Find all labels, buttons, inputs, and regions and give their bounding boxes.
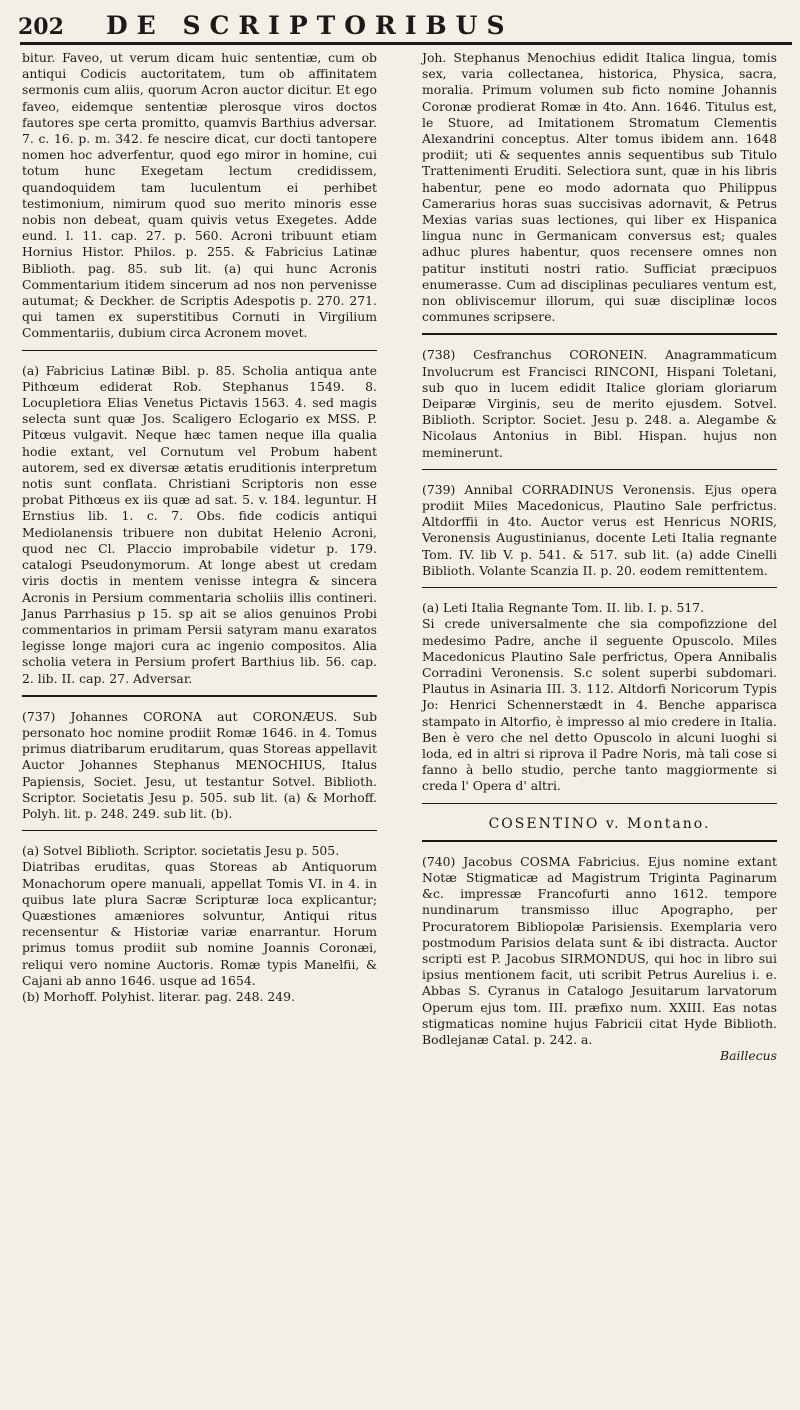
entry-738: (738) Cesfranchus CORONEIN. Anagrammaticum Involucrum est Francisci RINCONI, Hispani Toletani, sub quo in lucem edidit Italice gloriam gloriarum Deiparæ Virginis, seu de merito ejusdem. Sotvel. Biblioth. Scriptor. Societ. Jesu p. 248. a. Alegambe & Nicolaus Antonius in Bibl. Hispan. hujus non meminerunt. [422,347,777,460]
footnote-a-body: Si crede universalmente che sia compofizzione del medesimo Padre, anche il seguente Opuscolo. Miles Macedonicus Plautino Sale perfrictus, Opera Annibalis Corradini Veronensis. S.c solent superbi subdomari. Plautus in Asinaria III. 3. 112. Altdorfi Noricorum Typis Jo: Henrici Schennerstædt in 4. Benche apparisca stampato in Altorfio, è impresso al mio credere in Italia. Ben è vero che nel detto Opuscolo in alcuni luoghi si loda, ed in altri si riprova il Padre Noris, mà tali cose si fanno à bello studio, perche tanto maggiormente si creda l' Opera d' altri. [422,616,777,794]
entry-740: (740) Jacobus COSMA Fabricius. Ejus nomine extant Notæ Stigmaticæ ad Magistrum Triginta Paginarum &c. impressæ Francofurti anno 1612. tempore nundinarum transmisso illuc Apographo, per Procuratorem Bibliopolæ Parisiensis. Exemplaria vero postmodum Parisios delata sunt & ibi distracta. Auctor scripti est P. Jacobus SIRMONDUS, qui hoc in libro sui ipsius mentionem facit, uti scribit Petrus Aurelius i. e. Abbas S. Cyranus in Catalogo Jesuitarum larvatorum Operum ejus tom. III. præfixo num. XXIII. Eas notas stigmaticas nomine hujus Fabricii citat Hyde Biblioth. Bodlejanæ Catal. p. 242. a. [422,853,777,1047]
right-paragraph: Joh. Stephanus Menochius edidit Italica lingua, tomis sex, varia collectanea, historica, Physica, sacra, moralia. Primum volumen sub ficto nomine Johannis Coronæ prodierat Romæ in 4to. Ann. 1646. Titulus est, le Stuore, ad Imitationem Stromatum Clementis Alexandrini conceptus. Alter tomus ibidem ann. 1648 prodiit; uti & sequentes annis sequentibus sub Titulo Trattenimenti Eruditi. Selectiora sunt, quæ in his libris habentur, pene eo modo adornata quo Philippus Camerarius horas suas succisivas adornavit, & Petrus Mexias varias suas lectiones, qui liber ex Hispanica lingua nunc in Germanicam conversus est; quales adhuc plures habentur, quos recensere omnes non patitur instituti nostri ratio. Sufficiat præcipuos enumerasse. Cum ad disciplinas peculiares ventum est, non obliviscemur illorum, qui suæ disciplinæ locos communes scripsere. [422,50,777,325]
entry-divider [422,840,777,842]
section-heading: COSENTINO v. Montano. [488,815,711,832]
footnote-a2-body: Diatribas eruditas, quas Storeas ab Antiquorum Monachorum opere manuali, appellat Tomis VI. in 4. in quibus late plura Sacræ Scripturæ loca explicantur; Quæstiones amæniores solvuntur, Antiqui ritus recensentur & Historiæ variæ enarrantur. Horum primus tomus prodiit sub nomine Joannis Coronæi, reliqui vero nomine Auctoris. Romæ typis Manelfii, & Cajani ab anno 1646. usque ad 1654. [22,859,377,988]
footnote-divider [22,830,377,831]
entry-739: (739) Annibal CORRADINUS Veronensis. Ejus opera prodiit Miles Macedonicus, Plautino Sale perfrictus. Altdorffii in 4to. Auctor verus est Henricus NORIS, Veronensis Augustinianus, docente Leti Italia regnante Tom. IV. lib V. p. 541. & 517. sub lit. (a) adde Cinelli Biblioth. Volante Scanzia II. p. 20. eodem remittentem. [422,481,777,578]
entry-divider [22,695,377,697]
footnote-b: (b) Morhoff. Polyhist. literar. pag. 248. 249. [22,988,295,1004]
left-paragraph: bitur. Faveo, ut verum dicam huic sententiæ, cum ob antiqui Codicis auctoritatem, tum ob affinitatem sermonis cum aliis, quorum Acron auctor dicitur. Et ego faveo, eidemque sententiæ plerosque viros doctos fautores spe certa promitto, quamvis Barthius adversar. 7. c. 16. p. m. 342. fe nescire dicat, cur docti tantopere nomen hoc adverfentur, quod ego miror in homine, cui totum hunc Exegetam lectum credidissem, quandoquidem tam luculentum ei perhibet testimonium, nimirum quod suo merito minoris esse nobis non debeat, quam quivis vetus Exegetes. Adde eund. l. 11. cap. 27. p. 560. Acroni tribuunt etiam Hornius Histor. Philos. p. 255. & Fabricius Latinæ Biblioth. pag. 85. sub lit. (a) qui hunc Acronis Commentarium itidem sincerum ad nos non pervenisse autumat; & Deckher. de Scriptis Adespotis p. 270. 271. qui tamen ex superstitibus Cornuti in Virgilium Commentariis, dubium circa Acronem movet. [22,50,377,341]
footnote-divider [422,587,777,588]
running-title: DE SCRIPTORIBUS [106,11,514,40]
right-column [422,50,777,1064]
left-column [22,50,377,1005]
catchword: Baillecus [720,1048,777,1064]
footnote-divider [22,350,377,351]
entry-divider [422,333,777,335]
footnote-a2: (a) Sotvel Biblioth. Scriptor. societatis Jesu p. 505. [22,843,340,859]
footnote-a: (a) Leti Italia Regnante Tom. II. lib. I. p. 517. [422,600,705,616]
footnote-a: (a) Fabricius Latinæ Bibl. p. 85. Scholia antiqua ante Pithœum ediderat Rob. Stephanus 1549. 8. Locupletiora Elias Venetus Pictavis 1563. 4. sed magis selecta sunt quæ Jos. Scaligero Eclogario ex MSS. P. Pitœus vulgavit. Neque hæc tamen neque illa qualia hodie extant, vel Cornutum vel Probum habent autorem, sed ex diversæ ætatis eruditionis interpretum notis sunt conflata. Christiani Scriptoris non esse probat Pithœus ex iis quæ ad sat. 5. v. 184. leguntur. H Ernstius lib. 1. c. 7. Obs. fide codicis antiqui Mediolanensis tribuere non dubitat Helenio Acroni, quod nec Cl. Placcio improbabile videtur p. 179. catalogi Pseudonymorum. At longe abest ut credam viris doctis in mentem venisse integra & sincera Acronis in Persium commentaria scholiis illis contineri. Janus Parrhasius p 15. sp ait se alios genuinos Probi commentarios in primam Persii satyram manu exaratos legisse longe majori cura ac ingenio compositos. Alia scholia vetera in Persium profert Barthius lib. 56. cap. 2. lib. II. cap. 27. Adversar. [22,362,377,686]
entry-divider [422,469,777,470]
section-divider [422,803,777,804]
entry-737: (737) Johannes CORONA aut CORONÆUS. Sub personato hoc nomine prodiit Romæ 1646. in 4. Tomus primus diatribarum eruditarum, quas Storeas appellavit Auctor Johannes Stephanus MENOCHIUS, Italus Papiensis, Societ. Jesu, ut testantur Sotvel. Biblioth. Scriptor. Societatis Jesu p. 505. sub lit. (a) & Morhoff. Polyh. lit. p. 248. 249. sub lit. (b). [22,708,377,821]
page-number: 202 [18,14,64,40]
page-header [18,0,778,40]
header-rule [20,42,792,45]
